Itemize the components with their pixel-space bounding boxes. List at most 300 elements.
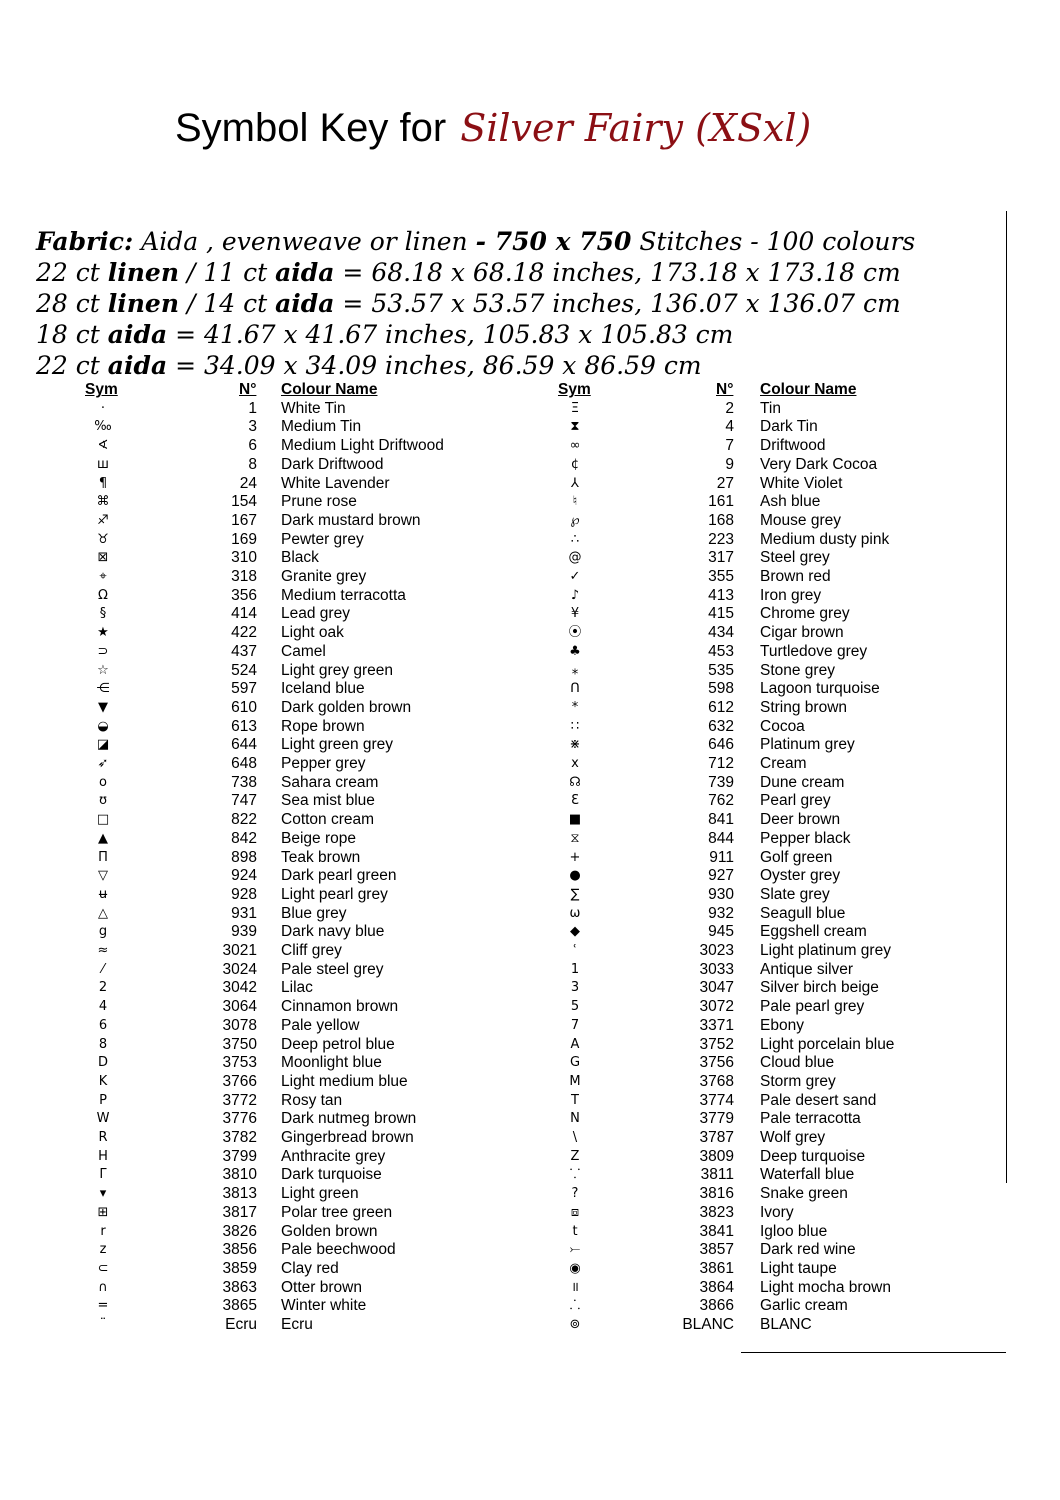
symbol-glyph: ♐ [97, 512, 109, 528]
colour-number: 844 [708, 829, 734, 847]
symbol-glyph: ¨ [99, 1317, 107, 1332]
symbol-glyph: z [99, 1242, 107, 1258]
symbol-glyph: ⊞ [97, 1204, 109, 1220]
colour-name: Deep turquoise [760, 1147, 866, 1165]
colour-number: 3863 [222, 1278, 257, 1296]
colour-number: 646 [708, 736, 734, 754]
dimensions: = 41.67 x 41.67 inches, 105.83 x 105.83 cm [167, 320, 734, 349]
symbol-glyph: Γ [99, 1167, 107, 1183]
stitch-size: 750 x 750 [494, 227, 632, 256]
colour-name-header: Colour Name [281, 381, 378, 398]
colour-number: 161 [708, 493, 734, 511]
symbol-glyph: ♣ [569, 643, 581, 659]
colour-name: Light pearl grey [281, 885, 388, 903]
colour-name: Dark golden brown [281, 698, 412, 716]
symbol-glyph: □ [96, 812, 110, 828]
colour-name: Light porcelain blue [760, 1035, 895, 1053]
colour-number: 822 [231, 811, 257, 829]
colour-name: Pepper black [760, 829, 851, 847]
colour-name: Deer brown [760, 811, 841, 829]
colour-number: BLANC [682, 1316, 734, 1333]
colour-name: Stone grey [760, 661, 835, 679]
colour-number: 930 [708, 885, 734, 903]
symbol-glyph: ★ [97, 625, 109, 641]
symbol-glyph: W [96, 1111, 110, 1127]
colour-name: Iron grey [760, 586, 822, 604]
linen-label: linen [107, 258, 180, 287]
symbol-glyph: 1 [570, 961, 580, 977]
colour-number: 632 [708, 717, 734, 735]
symbol-glyph: 5 [570, 999, 580, 1015]
colour-number: 3782 [222, 1129, 257, 1146]
colour-number: 842 [231, 829, 257, 847]
aida-label: aida [275, 258, 335, 287]
colour-number: 356 [231, 586, 257, 604]
colour-number: 3078 [222, 1016, 257, 1034]
colour-name: Pale pearl grey [760, 998, 865, 1016]
symbol-glyph: ● [569, 868, 581, 884]
colour-name: Dark navy blue [281, 923, 385, 941]
symbol-glyph: ⊚ [569, 1317, 581, 1332]
dimensions: = 68.18 x 68.18 inches, 173.18 x 173.18 cm [334, 258, 901, 287]
colour-number: Ecru [225, 1316, 257, 1333]
symbol-glyph: \ [572, 1130, 578, 1145]
colour-number: 223 [708, 530, 734, 548]
symbol-glyph: ʊ [98, 793, 108, 809]
colour-name: Tin [760, 399, 781, 417]
colour-number: 8 [248, 455, 257, 473]
symbol-glyph: H [98, 1148, 108, 1164]
symbol-glyph: Ɛ [571, 793, 579, 809]
colour-number: 3856 [222, 1241, 257, 1259]
title-prefix: Symbol Key for [175, 106, 447, 150]
colour-name: Cloud blue [760, 1054, 835, 1072]
symbol-glyph: T [571, 1092, 579, 1108]
symbol-glyph: K [98, 1073, 108, 1089]
colour-name: White Tin [281, 399, 346, 417]
symbol-glyph: ■ [568, 812, 582, 828]
colour-name: Pearl grey [760, 792, 831, 810]
colour-number: 3766 [222, 1072, 257, 1090]
count-c: / 11 ct [179, 258, 276, 287]
colour-name: Winter white [281, 1297, 367, 1315]
colour-name: Pepper grey [281, 755, 366, 772]
colour-number: 3047 [699, 979, 734, 997]
colour-name: Light green [281, 1185, 359, 1203]
colour-name: Dark pearl green [281, 867, 397, 885]
symbol-glyph: * [571, 699, 579, 715]
colour-name: Pale steel grey [281, 960, 384, 978]
symbol-glyph: ⊃ [97, 643, 109, 659]
fabric-info [36, 226, 915, 381]
symbol-glyph: = [97, 1298, 109, 1314]
colour-number: 154 [231, 493, 257, 511]
colour-name: Ivory [760, 1203, 794, 1221]
colour-name: Seagull blue [760, 904, 846, 922]
colour-number: 317 [708, 549, 734, 567]
symbol-glyph: 7 [570, 1017, 580, 1033]
colour-name: Light medium blue [281, 1072, 408, 1090]
colour-number: 415 [708, 605, 734, 623]
colour-name: Lagoon turquoise [760, 680, 880, 698]
colour-number: 3817 [222, 1203, 257, 1221]
colour-name: Pewter grey [281, 530, 364, 548]
colour-number: 167 [231, 511, 257, 529]
stitch-colours: Stitches - 100 colours [631, 227, 916, 256]
dimensions: = 53.57 x 53.57 inches, 136.07 x 136.07 cm [334, 289, 901, 318]
colour-name: Granite grey [281, 568, 367, 585]
symbol-glyph: ⋇ [569, 737, 581, 753]
symbol-glyph: ⁄ [101, 961, 105, 977]
symbol-glyph: ⊠ [97, 550, 109, 566]
colour-name: Chrome grey [760, 605, 850, 623]
symbol-glyph: ▾ [99, 1186, 107, 1202]
pattern-name: Silver Fairy (XSxl) [460, 106, 812, 150]
count-a: 18 ct [36, 320, 108, 349]
colour-name: Light grey green [281, 661, 394, 679]
colour-name: Polar tree green [281, 1203, 393, 1221]
symbol-glyph: ▲ [98, 830, 108, 846]
count-c: / 14 ct [179, 289, 276, 318]
symbol-glyph: t [572, 1223, 578, 1239]
symbol-glyph: ⦿ [568, 625, 582, 641]
symbol-glyph: ∷ [570, 718, 580, 734]
colour-name: Light taupe [760, 1259, 837, 1277]
colour-number: 3750 [222, 1035, 257, 1053]
colour-number: 3072 [699, 998, 734, 1016]
symbol-glyph: ¥ [570, 606, 580, 622]
colour-name: Dark Tin [760, 418, 818, 436]
symbol-glyph: ◒ [97, 718, 109, 734]
colour-name: White Lavender [281, 474, 390, 492]
symbol-glyph: ‰ [94, 419, 112, 435]
symbol-glyph: ¶ [98, 475, 108, 491]
colour-number: 24 [239, 474, 257, 492]
symbol-glyph: ◉ [569, 1260, 581, 1276]
colour-number: 4 [725, 418, 734, 436]
colour-number: 7 [725, 437, 734, 455]
colour-number: 422 [231, 624, 257, 642]
colour-number: 310 [231, 549, 257, 567]
colour-name: Golden brown [281, 1222, 378, 1240]
symbol-glyph: ⧈ [570, 1204, 580, 1220]
symbol-glyph: ʿ [573, 943, 577, 958]
colour-name: Dark Driftwood [281, 455, 384, 473]
fabric-types: Aida , evenweave or linen [133, 227, 476, 256]
colour-number: 3042 [222, 979, 257, 997]
symbol-glyph: § [99, 606, 107, 622]
colour-number: 612 [708, 698, 734, 716]
colour-name: White Violet [760, 474, 843, 492]
colour-number: 3826 [222, 1222, 257, 1240]
colour-name: Medium Tin [281, 418, 362, 436]
symbol-glyph: ℘ [570, 512, 580, 528]
symbol-glyph: ♮ [572, 494, 578, 510]
colour-number: 3776 [222, 1110, 257, 1128]
colour-name: Dark red wine [760, 1241, 856, 1259]
symbol-glyph: ♉ [97, 531, 109, 547]
colour-name: Antique silver [760, 960, 854, 978]
sym-header: Sym [85, 381, 118, 398]
fabric-line-5 [36, 350, 915, 381]
number-header: N° [239, 381, 257, 398]
symbol-glyph: ¢ [570, 456, 580, 472]
colour-name: Sahara cream [281, 773, 379, 791]
colour-number: 3816 [699, 1185, 734, 1203]
symbol-glyph: ∩ [98, 1279, 108, 1295]
aida-label: aida [107, 320, 168, 349]
symbol-glyph: A [570, 1036, 580, 1052]
colour-name: BLANC [760, 1316, 812, 1333]
symbol-glyph: R [98, 1130, 108, 1145]
count-a: 28 ct [36, 289, 108, 318]
colour-number: 3023 [699, 942, 734, 959]
page-title [175, 106, 811, 151]
aida-label: aida [107, 351, 168, 380]
colour-name: Medium dusty pink [760, 530, 890, 548]
colour-number: 3841 [699, 1222, 734, 1240]
colour-number: 898 [231, 848, 257, 866]
colour-number: 3752 [699, 1035, 734, 1053]
colour-name: Dark mustard brown [281, 511, 421, 529]
colour-name: Golf green [760, 848, 833, 866]
symbol-glyph: ʉ [98, 886, 108, 902]
colour-number: 3768 [699, 1072, 734, 1090]
symbol-glyph: ш [97, 456, 109, 472]
bottom-rule [741, 1352, 1006, 1353]
colour-name: Sea mist blue [281, 792, 375, 810]
colour-number: 3866 [699, 1297, 734, 1315]
colour-number: 3774 [699, 1091, 734, 1109]
colour-name: Cream [760, 755, 807, 772]
colour-number: 644 [231, 736, 257, 754]
colour-name: Waterfall blue [760, 1166, 855, 1184]
symbol-glyph: ⅄ [571, 475, 579, 491]
symbol-glyph: ⸫ [569, 1298, 581, 1314]
symbol-glyph: ? [571, 1186, 579, 1202]
symbol-glyph: P [99, 1092, 107, 1108]
colour-name: Rope brown [281, 717, 365, 735]
colour-name: Cinnamon brown [281, 998, 399, 1016]
colour-name: Cliff grey [281, 942, 342, 959]
colour-name: Camel [281, 642, 326, 660]
symbol-glyph: N [570, 1111, 580, 1127]
symbol-glyph: ∞ [569, 438, 581, 454]
symbol-glyph: ⸪ [569, 1167, 581, 1183]
colour-name: Gingerbread brown [281, 1129, 414, 1146]
colour-name: Eggshell cream [760, 923, 867, 941]
colour-number: 3787 [699, 1129, 734, 1146]
colour-number: 6 [248, 437, 257, 455]
symbol-glyph: ⧗ [570, 419, 580, 435]
symbol-glyph: @ [568, 550, 582, 566]
symbol-glyph: ✓ [569, 569, 581, 584]
symbol-glyph: r [100, 1223, 106, 1239]
symbol-glyph: 3 [570, 980, 580, 996]
symbol-glyph: D [97, 1055, 108, 1071]
colour-name: Pale yellow [281, 1016, 360, 1034]
colour-number: 434 [708, 624, 734, 642]
symbol-glyph: ◪ [96, 737, 110, 753]
colour-name: Ebony [760, 1016, 804, 1034]
colour-name: Moonlight blue [281, 1054, 382, 1072]
colour-name: Ash blue [760, 493, 821, 511]
colour-name: Clay red [281, 1259, 339, 1277]
colour-number: 318 [231, 568, 257, 585]
colour-number: 453 [708, 642, 734, 660]
symbol-glyph: g [98, 924, 108, 940]
colour-name: Cotton cream [281, 811, 375, 829]
colour-number: 3813 [222, 1185, 257, 1203]
colour-number: 2 [725, 399, 734, 417]
colour-number: 355 [708, 568, 734, 585]
colour-number: 3779 [699, 1110, 734, 1128]
colour-name: Beige rope [281, 829, 356, 847]
symbol-glyph: 6 [98, 1017, 108, 1033]
colour-name: Pale beechwood [281, 1241, 396, 1259]
colour-number: 3864 [699, 1278, 734, 1296]
symbol-glyph: ♪ [570, 587, 580, 603]
colour-name: Dune cream [760, 773, 845, 791]
colour-name: Ecru [281, 1316, 313, 1333]
colour-number: 598 [708, 680, 734, 698]
symbol-glyph: ◆ [570, 924, 580, 940]
colour-number: 712 [708, 755, 734, 772]
colour-name: Prune rose [281, 493, 357, 511]
colour-number: 3865 [222, 1297, 257, 1315]
colour-name: Mouse grey [760, 511, 841, 529]
colour-number: 3799 [222, 1147, 257, 1165]
symbol-glyph: Ω [98, 587, 108, 603]
colour-number: 3809 [699, 1147, 734, 1165]
colour-number: 3823 [699, 1203, 734, 1221]
colour-name: Pale terracotta [760, 1110, 861, 1128]
colour-number: 524 [231, 661, 257, 679]
colour-name: Iceland blue [281, 680, 365, 698]
colour-number: 168 [708, 511, 734, 529]
symbol-glyph: ⤚ [569, 1242, 581, 1258]
linen-label: linen [107, 289, 180, 318]
symbol-glyph: ▽ [98, 868, 108, 884]
colour-number: 939 [231, 923, 257, 941]
colour-number: 924 [231, 867, 257, 885]
colour-name: Slate grey [760, 885, 830, 903]
colour-number: 3021 [222, 942, 257, 959]
colour-name: Garlic cream [760, 1297, 848, 1315]
colour-number: 3371 [699, 1016, 734, 1034]
colour-name: Light mocha brown [760, 1278, 891, 1296]
symbol-glyph: ∑ [570, 886, 580, 902]
colour-name: Very Dark Cocoa [760, 455, 878, 473]
colour-number: 762 [708, 792, 734, 810]
symbol-glyph: Ξ [570, 400, 580, 416]
colour-number: 613 [231, 717, 257, 735]
colour-number: 945 [708, 923, 734, 941]
fabric-label: Fabric: [36, 227, 134, 256]
colour-number: 3756 [699, 1054, 734, 1072]
colour-name: Driftwood [760, 437, 826, 455]
fabric-line-1 [36, 226, 915, 257]
colour-number: 738 [231, 773, 257, 791]
colour-number: 927 [708, 867, 734, 885]
count-a: 22 ct [36, 258, 108, 287]
symbol-glyph: ☆ [97, 662, 109, 678]
colour-number: 597 [231, 680, 257, 698]
symbol-glyph: ⌘ [96, 494, 110, 510]
colour-name: Black [281, 549, 319, 567]
symbol-glyph: + [569, 849, 581, 865]
colour-name: Teak brown [281, 848, 361, 866]
colour-name: Light oak [281, 624, 344, 642]
colour-number: 3753 [222, 1054, 257, 1072]
colour-name: Medium terracotta [281, 586, 406, 604]
symbol-glyph: x [571, 756, 579, 771]
symbol-glyph: ☊ [569, 774, 581, 790]
symbol-glyph: ➶ [97, 756, 109, 771]
colour-number: 9 [725, 455, 734, 473]
symbol-glyph: △ [98, 905, 108, 921]
colour-name: Steel grey [760, 549, 830, 567]
colour-name: String brown [760, 698, 848, 716]
symbol-glyph: ∢ [97, 438, 109, 454]
colour-name: Cigar brown [760, 624, 844, 642]
colour-name: Medium Light Driftwood [281, 437, 444, 455]
colour-name: Snake green [760, 1185, 848, 1203]
fabric-line-4 [36, 319, 915, 350]
colour-number: 932 [708, 904, 734, 922]
colour-name: Anthracite grey [281, 1147, 386, 1165]
colour-number: 437 [231, 642, 257, 660]
colour-number: 739 [708, 773, 734, 791]
symbol-glyph: o [99, 774, 107, 790]
colour-number: 3 [248, 418, 257, 436]
colour-number: 3033 [699, 960, 734, 978]
colour-name: Blue grey [281, 904, 347, 922]
colour-number: 610 [231, 698, 257, 716]
colour-number: 841 [708, 811, 734, 829]
colour-number: 169 [231, 530, 257, 548]
symbol-glyph: G [569, 1055, 581, 1071]
symbol-glyph: ∴ [570, 531, 580, 547]
count-a: 22 ct [36, 351, 108, 380]
sym-header: Sym [558, 381, 591, 398]
fabric-line-3 [36, 288, 915, 319]
symbol-glyph: M [569, 1073, 581, 1089]
colour-name: Platinum grey [760, 736, 855, 754]
aida-label: aida [275, 289, 335, 318]
colour-name: Otter brown [281, 1278, 362, 1296]
colour-name: Storm grey [760, 1072, 836, 1090]
colour-name: Igloo blue [760, 1222, 828, 1240]
colour-number: 3024 [222, 960, 257, 978]
colour-number: 3811 [700, 1166, 734, 1184]
fabric-line-2 [36, 257, 915, 288]
colour-name: Deep petrol blue [281, 1035, 395, 1053]
colour-number: 3859 [222, 1259, 257, 1277]
colour-number: 3861 [699, 1259, 734, 1277]
colour-number: 931 [231, 904, 257, 922]
colour-name: Lead grey [281, 605, 350, 623]
colour-name: Dark turquoise [281, 1166, 382, 1184]
colour-name: Brown red [760, 568, 831, 585]
colour-name: Lilac [281, 979, 313, 997]
colour-name: Rosy tan [281, 1091, 343, 1109]
colour-number: 928 [231, 885, 257, 903]
right-border-rule [1006, 211, 1007, 1183]
number-header: N° [716, 381, 734, 398]
symbol-glyph: 4 [98, 999, 108, 1015]
symbol-glyph: ⌖ [99, 569, 107, 584]
